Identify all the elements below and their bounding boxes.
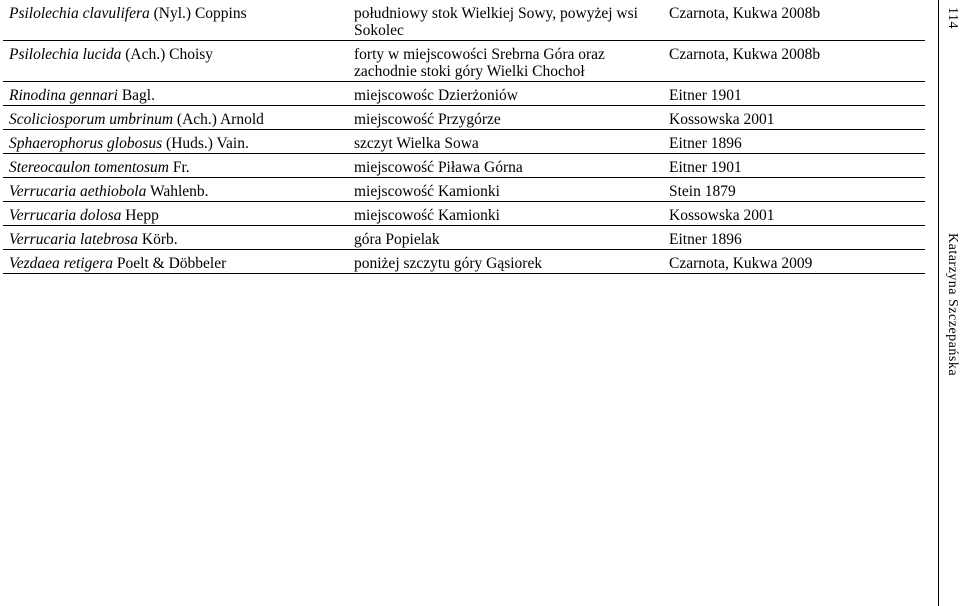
locality-cell: południowy stok Wielkiej Sowy, powyżej wsi Sokolec xyxy=(348,0,663,41)
species-cell xyxy=(3,178,348,202)
species-cell xyxy=(3,202,348,226)
species-author: (Nyl.) Coppins xyxy=(149,5,247,22)
species-table-container xyxy=(3,0,925,274)
locality-cell: szczyt Wielka Sowa xyxy=(348,130,663,154)
locality-cell: miejscowość Przygórze xyxy=(348,106,663,130)
table-row xyxy=(3,0,925,41)
species-author: Körb. xyxy=(138,231,178,248)
table-row xyxy=(3,250,925,274)
species-name: Psilolechia lucida xyxy=(9,46,122,63)
source-cell: Czarnota, Kukwa 2008b xyxy=(663,41,925,82)
species-name: Verrucaria latebrosa xyxy=(9,231,139,248)
species-cell xyxy=(3,130,348,154)
species-author: (Ach.) Arnold xyxy=(173,111,264,128)
species-author: (Ach.) Choisy xyxy=(121,46,214,63)
species-name: Vezdaea retigera xyxy=(9,255,114,272)
species-author: Wahlenb. xyxy=(146,183,209,200)
table-row xyxy=(3,82,925,106)
species-name: Verrucaria aethiobola xyxy=(9,183,147,200)
source-cell: Eitner 1901 xyxy=(663,82,925,106)
species-name: Psilolechia clavulifera xyxy=(9,5,150,22)
species-cell xyxy=(3,226,348,250)
species-name: Sphaerophorus globosus xyxy=(9,135,163,152)
source-cell: Eitner 1901 xyxy=(663,154,925,178)
species-table xyxy=(3,0,925,274)
species-author: Fr. xyxy=(169,159,190,176)
species-cell xyxy=(3,106,348,130)
table-row xyxy=(3,178,925,202)
table-row xyxy=(3,106,925,130)
species-cell xyxy=(3,250,348,274)
table-row xyxy=(3,202,925,226)
locality-cell: góra Popielak xyxy=(348,226,663,250)
species-author: Hepp xyxy=(121,207,159,224)
species-name: Verrucaria dolosa xyxy=(9,207,122,224)
locality-cell: poniżej szczytu góry Gąsiorek xyxy=(348,250,663,274)
running-head-author: Katarzyna Szczepańska xyxy=(945,233,960,377)
species-author: Bagl. xyxy=(117,87,155,104)
table-row xyxy=(3,226,925,250)
source-cell: Kossowska 2001 xyxy=(663,106,925,130)
species-author: (Huds.) Vain. xyxy=(162,135,249,152)
species-cell xyxy=(3,154,348,178)
species-name: Stereocaulon tomentosum xyxy=(9,159,169,176)
source-cell: Czarnota, Kukwa 2009 xyxy=(663,250,925,274)
species-cell xyxy=(3,41,348,82)
page-edge-rule xyxy=(938,0,939,606)
source-cell: Kossowska 2001 xyxy=(663,202,925,226)
species-cell xyxy=(3,0,348,41)
table-body xyxy=(3,0,925,274)
source-cell: Czarnota, Kukwa 2008b xyxy=(663,0,925,41)
locality-cell: miejscowość Kamionki xyxy=(348,178,663,202)
species-name: Scoliciosporum umbrinum xyxy=(9,111,174,128)
species-name: Rinodina gennari xyxy=(9,87,118,104)
species-author: Poelt & Döbbeler xyxy=(113,255,227,272)
table-row xyxy=(3,41,925,82)
locality-cell: forty w miejscowości Srebrna Góra oraz zachodnie stoki góry Wielki Chochoł xyxy=(348,41,663,82)
table-row xyxy=(3,130,925,154)
source-cell: Eitner 1896 xyxy=(663,130,925,154)
table-row xyxy=(3,154,925,178)
locality-cell: miejscowość Kamionki xyxy=(348,202,663,226)
source-cell: Eitner 1896 xyxy=(663,226,925,250)
locality-cell: miejscowośc Dzierżoniów xyxy=(348,82,663,106)
source-cell: Stein 1879 xyxy=(663,178,925,202)
species-cell xyxy=(3,82,348,106)
page-number: 114 xyxy=(945,7,960,29)
locality-cell: miejscowość Piława Górna xyxy=(348,154,663,178)
